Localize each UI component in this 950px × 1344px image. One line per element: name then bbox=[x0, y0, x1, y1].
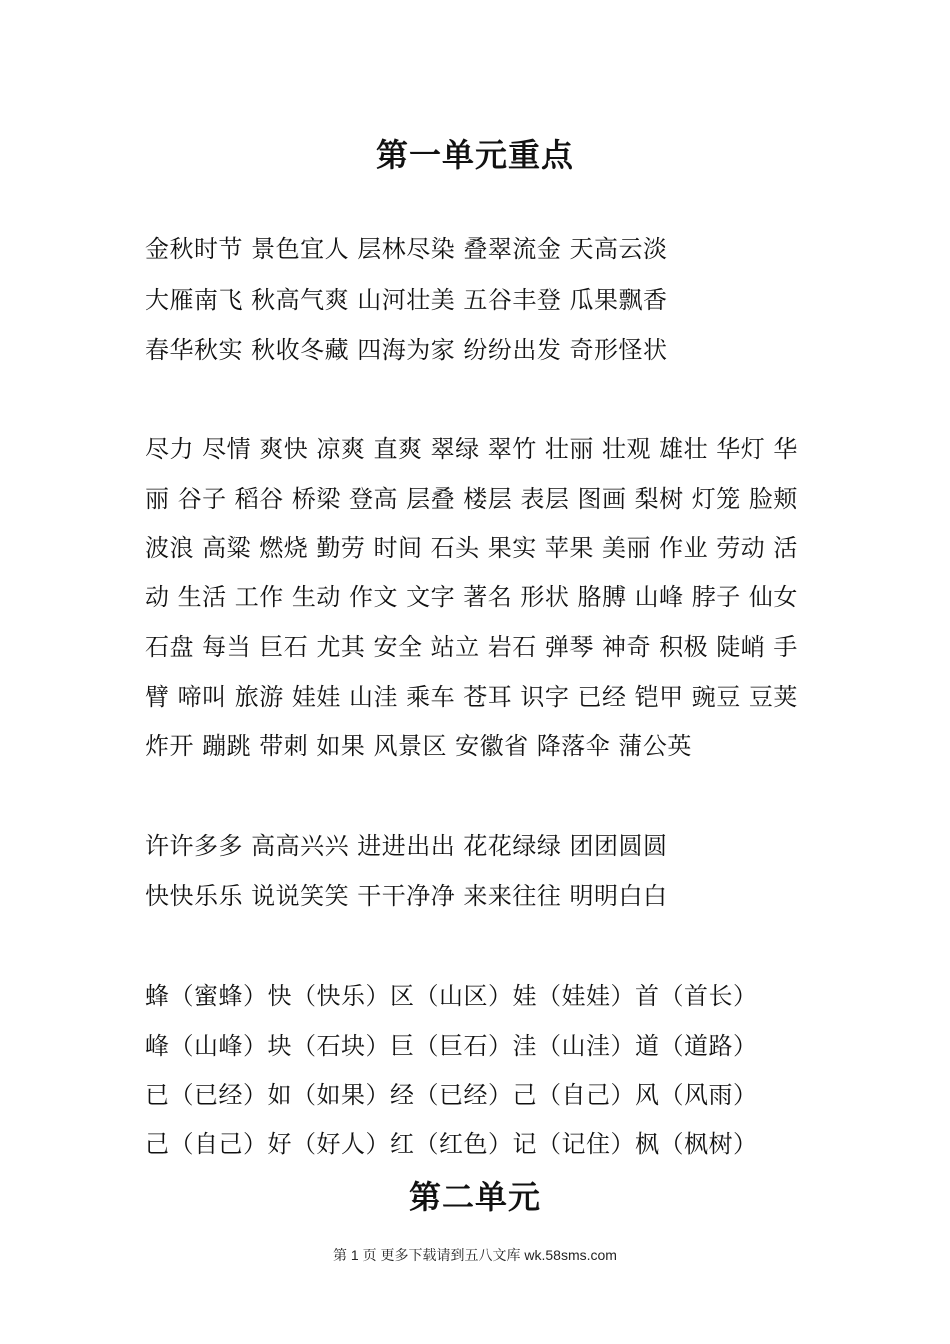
reduplicated-line: 许许多多 高高兴兴 进进出出 花花绿绿 团团圆圆 bbox=[145, 832, 668, 860]
idiom-line: 春华秋实 秋收冬藏 四海为家 纷纷出发 奇形怪状 bbox=[145, 336, 668, 364]
idiom-line: 大雁南飞 秋高气爽 山河壮美 五谷丰登 瓜果飘香 bbox=[145, 286, 668, 314]
character-line: 已（已经）如（如果）经（已经）己（自己）风（风雨） bbox=[145, 1081, 758, 1109]
section-2-title: 第二单元 bbox=[408, 1178, 541, 1216]
idiom-line: 金秋时节 景色宜人 层林尽染 叠翠流金 天高云淡 bbox=[145, 235, 668, 263]
word-line: 尽力 尽情 爽快 凉爽 直爽 翠绿 翠竹 壮丽 壮观 雄壮 华灯 华 bbox=[145, 435, 798, 463]
word-line: 炸开 蹦跳 带刺 如果 风景区 安徽省 降落伞 蒲公英 bbox=[145, 732, 692, 760]
page-footer: 第 1 页 更多下载请到五八文库 wk.58sms.com bbox=[333, 1247, 617, 1263]
character-line: 峰（山峰）块（石块）巨（巨石）洼（山洼）道（道路） bbox=[145, 1032, 758, 1060]
word-line: 丽 谷子 稻谷 桥梁 登高 层叠 楼层 表层 图画 梨树 灯笼 脸颊 bbox=[145, 485, 798, 513]
word-line: 石盘 每当 巨石 尤其 安全 站立 岩石 弹琴 神奇 积极 陡峭 手 bbox=[145, 633, 798, 661]
word-line: 动 生活 工作 生动 作文 文字 著名 形状 胳膊 山峰 脖子 仙女 bbox=[145, 583, 798, 611]
character-line: 己（自己）好（好人）红（红色）记（记住）枫（枫树） bbox=[145, 1130, 758, 1158]
page-title: 第一单元重点 bbox=[375, 136, 574, 174]
reduplicated-line: 快快乐乐 说说笑笑 干干净净 来来往往 明明白白 bbox=[145, 882, 668, 910]
word-line: 臂 啼叫 旅游 娃娃 山洼 乘车 苍耳 识字 已经 铠甲 豌豆 豆荚 bbox=[145, 683, 798, 711]
character-line: 蜂（蜜蜂）快（快乐）区（山区）娃（娃娃）首（首长） bbox=[145, 982, 758, 1010]
word-line: 波浪 高粱 燃烧 勤劳 时间 石头 果实 苹果 美丽 作业 劳动 活 bbox=[145, 534, 798, 562]
